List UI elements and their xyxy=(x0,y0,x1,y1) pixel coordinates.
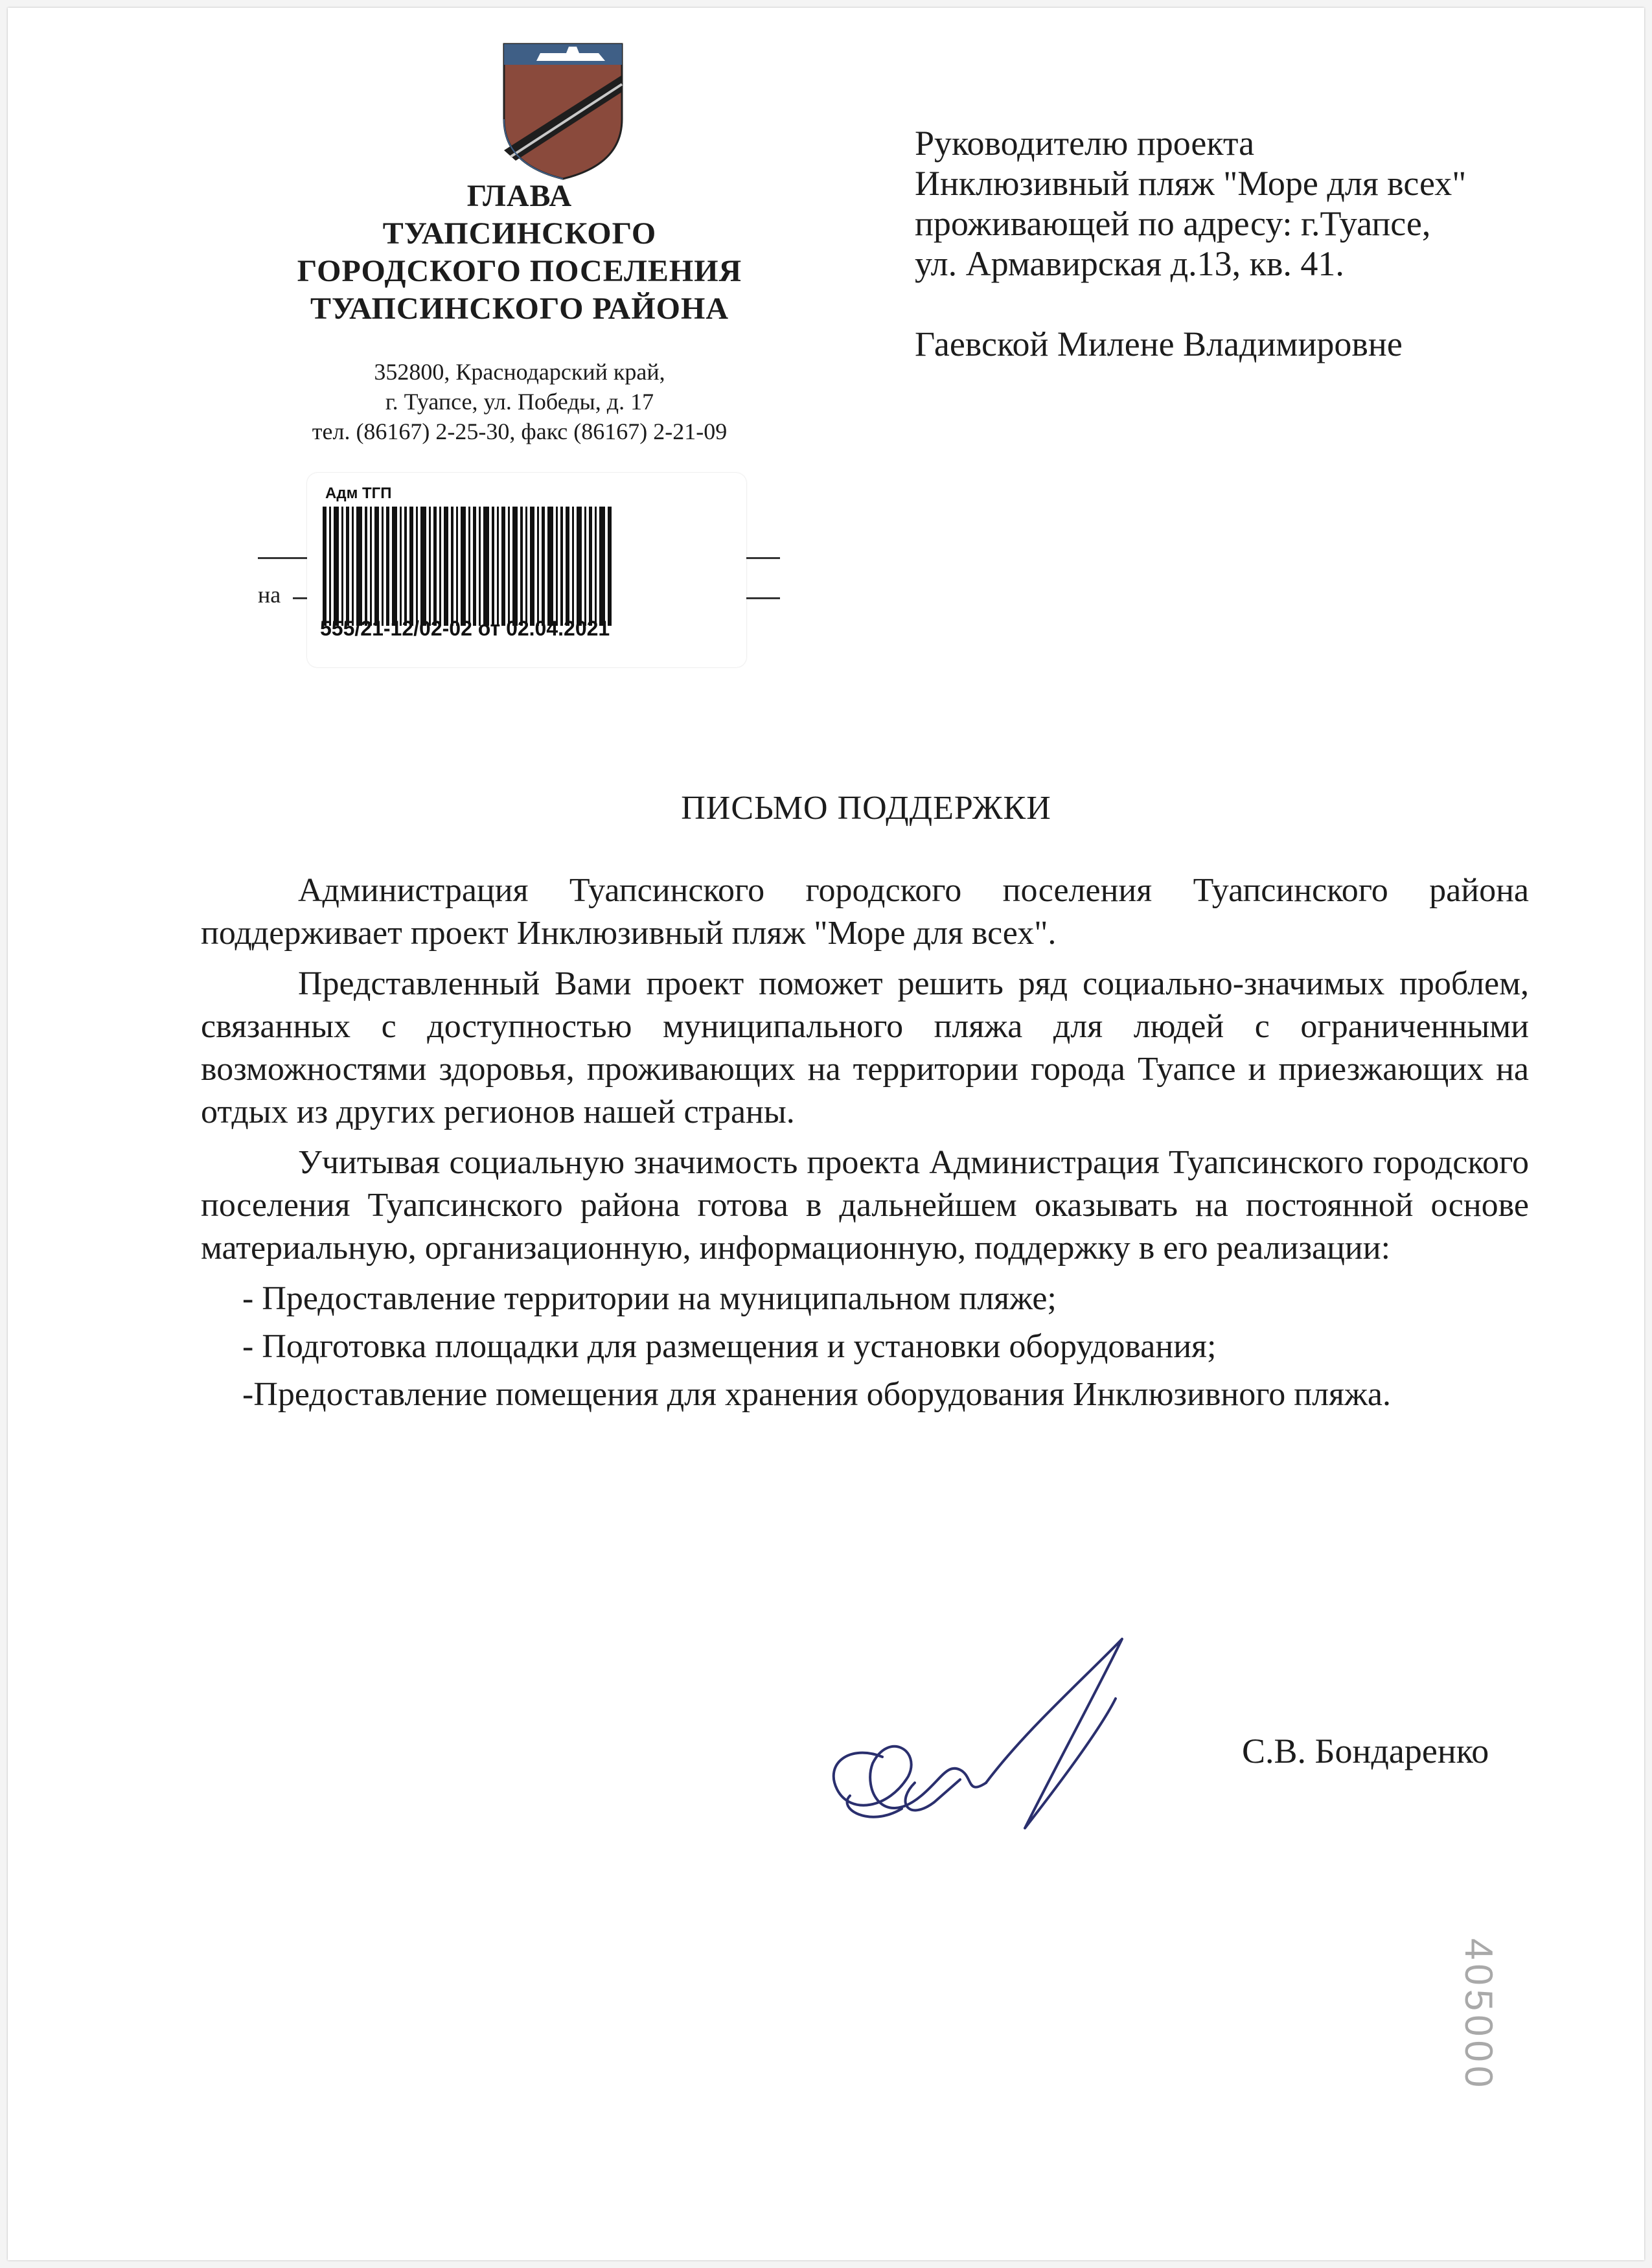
header-title-line-1: ГЛАВА xyxy=(466,179,573,213)
letter-title: ПИСЬМО ПОДДЕРЖКИ xyxy=(681,790,1051,827)
reg-date-rule-left xyxy=(258,557,310,559)
registration-stamp xyxy=(307,473,746,667)
signer-name: С.В. Бондаренко xyxy=(1242,1732,1489,1770)
header-address-line-1: 352800, Краснодарский край, xyxy=(374,359,665,385)
body-paragraph-2: Представленный Вами проект поможет решить ряд социально-значимых проблем, связанных с доступностью муниципального пляжа для людей с ограниченными возможностями здоровья, проживающих на территории города Туапсе и приезжающих на отдых из других регионов нашей страны. xyxy=(201,965,1529,1130)
header-phone-line: тел. (86167) 2-25-30, факс (86167) 2-21-09 xyxy=(312,418,728,444)
reply-to-label: на xyxy=(258,582,281,608)
reg-date-rule-right xyxy=(744,557,780,559)
support-item-2: - Подготовка площадки для размещения и установки оборудования; xyxy=(242,1328,1217,1365)
body-paragraph-3: Учитывая социальную значимость проекта Администрация Туапсинского городского поселения Туапсинского района готова в дальнейшем оказывать на постоянной основе материальную, организационную, информационную, поддержку в его реализации: xyxy=(201,1144,1529,1266)
support-item-1: - Предоставление территории на муниципальном пляже; xyxy=(242,1280,1057,1317)
coat-of-arms-emblem xyxy=(501,41,625,181)
reply-rule-right xyxy=(744,597,780,599)
barcode-icon xyxy=(323,507,613,626)
body-paragraph-1: Администрация Туапсинского городского поселения Туапсинского района поддерживает проект Инклюзивный пляж "Море для всех". xyxy=(201,872,1529,952)
support-item-3: -Предоставление помещения для хранения оборудования Инклюзивного пляжа. xyxy=(242,1376,1391,1413)
recipient-line-2: Инклюзивный пляж "Море для всех" xyxy=(915,164,1467,203)
recipient-name: Гаевской Милене Владимировне xyxy=(915,325,1403,363)
letter-body xyxy=(201,869,1529,1424)
header-title-line-4: ТУАПСИНСКОГО РАЙОНА xyxy=(310,292,729,326)
header-address-line-2: г. Туапсе, ул. Победы, д. 17 xyxy=(385,389,654,415)
header-title-line-3: ГОРОДСКОГО ПОСЕЛЕНИЯ xyxy=(297,254,742,288)
side-serial-number: 405000 xyxy=(1457,1938,1500,2092)
recipient-line-3: проживающей по адресу: г.Туапсе, xyxy=(915,204,1431,243)
stamp-label: Адм ТГП xyxy=(325,485,392,502)
letter-page xyxy=(8,8,1644,2260)
header-title-line-2: ТУАПСИНСКОГО xyxy=(382,216,657,251)
handwritten-signature xyxy=(811,1634,1148,1867)
recipient-block xyxy=(915,123,1466,364)
recipient-line-1: Руководителю проекта xyxy=(915,124,1255,163)
registration-number: 555/21-12/02-02 от 02.04.2021 xyxy=(320,617,610,640)
recipient-line-4: ул. Армавирская д.13, кв. 41. xyxy=(915,244,1344,283)
